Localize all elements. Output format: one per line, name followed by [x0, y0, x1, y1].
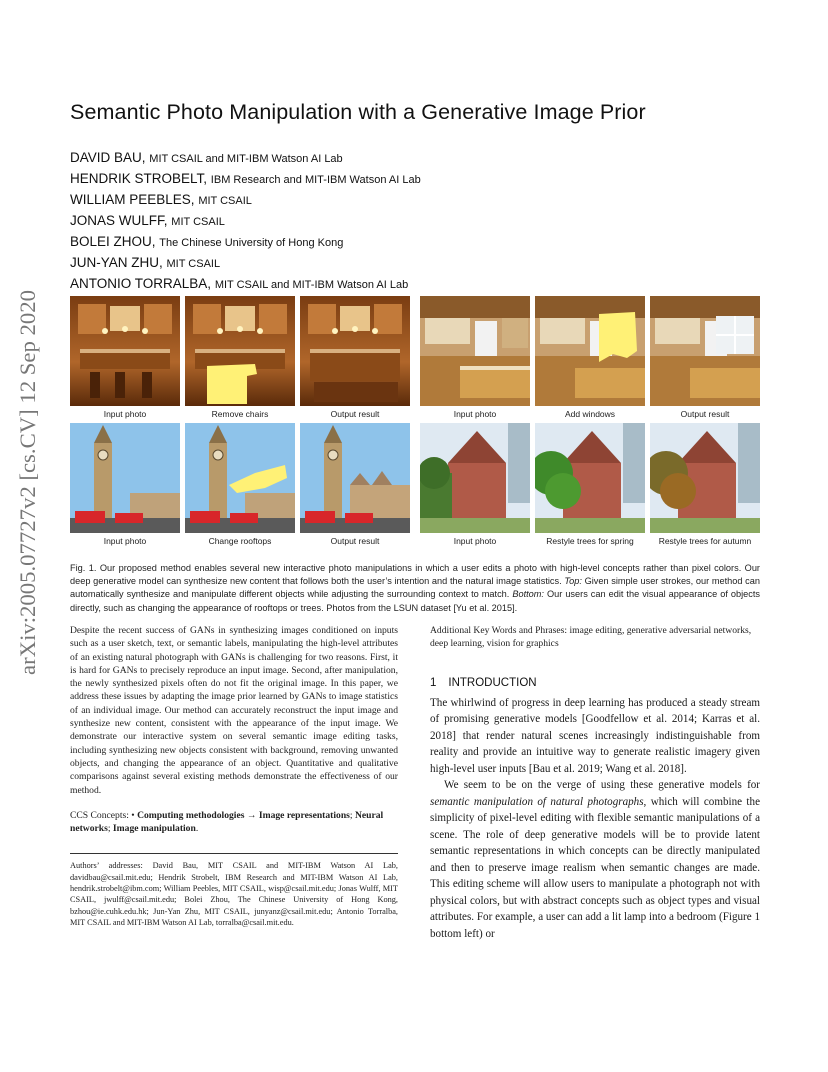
author-line	[70, 232, 770, 253]
arxiv-stamp	[10, 290, 44, 680]
panel-caption: Add windows	[564, 409, 616, 419]
panel-caption: Output result	[680, 409, 730, 419]
figure-panel	[535, 296, 645, 420]
intro-paragraph-2	[430, 777, 760, 942]
panel-caption: Remove chairs	[211, 409, 269, 419]
panel-caption: Restyle trees for autumn	[658, 536, 752, 546]
author-line	[70, 274, 770, 295]
panel-caption: Output result	[330, 536, 380, 546]
author-line	[70, 253, 770, 274]
figure-row-top	[70, 296, 760, 423]
caption-label-bottom: Bottom:	[512, 589, 544, 600]
right-column	[430, 624, 760, 942]
church-input-photo	[420, 423, 530, 533]
panel-caption: Restyle trees for spring	[546, 536, 634, 546]
figure-panel	[70, 296, 180, 420]
paragraph-emphasis: semantic manipulation of natural photographs	[430, 795, 644, 808]
author-name: BOLEI ZHOU,	[70, 234, 156, 249]
figure-panel	[420, 296, 530, 420]
section-number: 1	[430, 676, 437, 689]
footnote-divider	[70, 853, 398, 854]
left-column	[70, 624, 398, 928]
author-affiliation: MIT CSAIL	[171, 216, 225, 228]
church-autumn-photo	[650, 423, 760, 533]
author-name: JUN-YAN ZHU,	[70, 255, 163, 270]
author-line	[70, 148, 770, 169]
kitchen-input-photo	[70, 296, 180, 406]
abstract: Despite the recent success of GANs in synthesizing images conditioned on inputs such as a user sketch, text, or semantic labels, manipulating the high-level attributes of an existing natural photograph with GANs is challenging for two reasons. First, it is hard for GANs to precisely reproduce an input image. Second, after manipulation, the newly synthesized pixels often do not fit the original image. In this paper, we address these issues by adapting the image prior learned by GANs to image statistics of an individual image. Our method can accurately reconstruct the input image and synthesize new content, consistent with the appearance of the input image. We demonstrate our interactive system on several semantic image editing tasks, including synthesizing new objects consistent with background, removing unwanted objects, and changing the appearance of an object. Quantitative and qualitative comparisons against several existing methods demonstrate the effectiveness of our method.	[70, 625, 398, 796]
author-affiliation: MIT CSAIL	[198, 195, 252, 207]
author-affiliation: MIT CSAIL and MIT-IBM Watson AI Lab	[214, 279, 409, 291]
author-affiliation: MIT CSAIL and MIT-IBM Watson AI Lab	[149, 153, 343, 165]
tower-input-photo	[70, 423, 180, 533]
ccs-separator: ;	[107, 823, 113, 835]
church-spring-photo	[535, 423, 645, 533]
paragraph-text: We seem to be on the verge of using these generative models for	[444, 779, 760, 792]
ccs-end: .	[195, 823, 199, 835]
author-name: HENDRIK STROBELT,	[70, 171, 208, 186]
kitchen-remove-chairs-photo	[185, 296, 295, 406]
figure-panel	[650, 296, 760, 420]
author-name: JONAS WULFF,	[70, 213, 168, 228]
panel-caption: Change rooftops	[208, 536, 272, 546]
figure-panel	[535, 423, 645, 547]
caption-text: Given simple user strokes, our method can automatically synthesize and manipulate different objects while adjusting the surrounding context to match.	[70, 576, 760, 600]
kitchen-2-output-photo	[650, 296, 760, 406]
figure-panel	[300, 296, 410, 420]
author-line	[70, 211, 770, 232]
panel-caption: Input photo	[453, 409, 497, 419]
tower-output-photo	[300, 423, 410, 533]
caption-text: Fig. 1. Our proposed method enables several new interactive photo manipulations in which a user edits a photo with high-level concepts rather than pixel colors. Our deep generative model can synthesize new content that follows both the user’s intention and the natural image statistics.	[70, 563, 760, 587]
panel-caption: Output result	[330, 409, 380, 419]
tower-change-rooftops-photo	[185, 423, 295, 533]
author-affiliation: IBM Research and MIT-IBM Watson AI Lab	[210, 174, 421, 186]
caption-text: Our users can edit the visual appearance of objects directly, such as changing the appearance of rooftops or trees. Photos from the LSUN dataset [Yu et al. 2015].	[70, 589, 760, 613]
section-heading	[430, 677, 760, 689]
author-name: ANTONIO TORRALBA,	[70, 276, 212, 291]
figure-row-bottom	[70, 423, 760, 550]
ccs-concept: Computing methodologies → Image representations	[137, 809, 350, 821]
figure-panel	[650, 423, 760, 547]
ccs-concept: Image manipulation	[112, 823, 196, 835]
arxiv-stamp-text: arXiv:2005.07727v2 [cs.CV] 12 Sep 2020	[15, 293, 40, 675]
paper-title: Semantic Photo Manipulation with a Generative Image Prior	[70, 100, 646, 124]
author-line	[70, 169, 770, 190]
panel-caption: Input photo	[103, 536, 147, 546]
author-affiliation: MIT CSAIL	[166, 258, 221, 270]
author-list	[70, 148, 770, 295]
author-addresses: Authors’ addresses: David Bau, MIT CSAIL and MIT-IBM Watson AI Lab, davidbau@csail.mit.edu; Hendrik Strobelt, IBM Research and MIT-IBM Watson AI Lab, hendrik.strobelt@ibm.com; William Peebles, MIT CSAIL, wisp@csail.mit.edu; Jonas Wulff, MIT CSAIL, jwulff@csail.mit.edu; Bolei Zhou, The Chinese University of Hong Kong, bzhou@ie.cuhk.edu.hk; Jun-Yan Zhu, MIT CSAIL, junyanz@csail.mit.edu; Antonio Torralba, MIT CSAIL and MIT-IBM Watson AI Lab, torralba@csail.mit.edu.	[70, 861, 398, 927]
kitchen-output-photo	[300, 296, 410, 406]
figure-panel	[185, 423, 295, 547]
intro-paragraph-1: The whirlwind of progress in deep learning has produced a steady stream of promising generative models [Goodfellow et al. 2014; Karras et al. 2018] that render natural scenes increasingly indistinguishable from reality and provide an intuitive way to generate realistic imagery given high-level user inputs [Bau et al. 2019; Wang et al. 2018].	[430, 696, 760, 775]
arxiv-stamp-graphic	[10, 290, 44, 680]
keywords: Additional Key Words and Phrases: image editing, generative adversarial networks, deep learning, vision for graphics	[430, 625, 752, 650]
author-line	[70, 190, 770, 211]
author-name: DAVID BAU,	[70, 150, 146, 165]
figure-panel	[70, 423, 180, 547]
figure-panel	[185, 296, 295, 420]
caption-label-top: Top:	[564, 576, 582, 587]
kitchen-2-input-photo	[420, 296, 530, 406]
figure-panel	[420, 423, 530, 547]
author-name: WILLIAM PEEBLES,	[70, 192, 195, 207]
section-title: INTRODUCTION	[448, 676, 537, 689]
ccs-separator: ;	[349, 809, 355, 821]
ccs-concepts	[70, 809, 398, 836]
kitchen-2-add-windows-photo	[535, 296, 645, 406]
panel-caption: Input photo	[103, 409, 147, 419]
paragraph-text: , which will combine the simplicity of pixel-level editing with flexible semantic manipulations of a scene. The role of deep generative models will be to provide latent semantic representations in which concepts can be directly manipulated and then to preserve image realism when semantic changes are made. This editing scheme will allow users to manipulate a photograph not with physical colors, but with abstract concepts such as object types and visual attributes. For example, a user can add a lit lamp into a bedroom (Figure 1 bottom left) or	[430, 795, 760, 940]
author-affiliation: The Chinese University of Hong Kong	[159, 237, 344, 249]
panel-caption: Input photo	[453, 536, 497, 546]
ccs-concept: Neural networks	[70, 809, 384, 835]
figure-caption	[70, 562, 760, 615]
figure-panel	[300, 423, 410, 547]
ccs-prefix: CCS Concepts: •	[70, 809, 138, 821]
